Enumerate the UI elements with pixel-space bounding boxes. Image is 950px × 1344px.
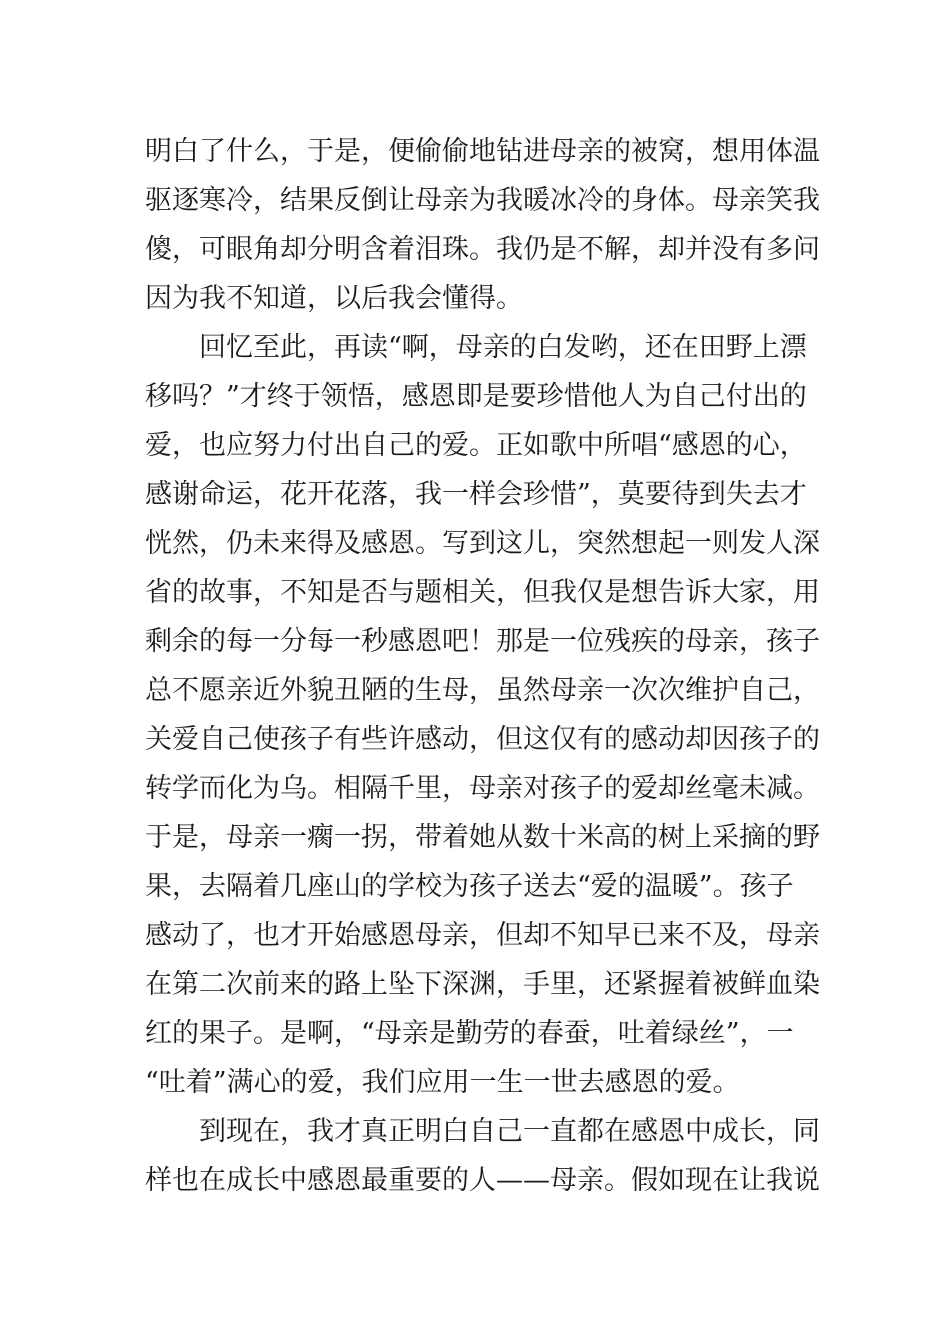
text-line: “吐着”满心的爱，我们应用一生一世去感恩的爱。 [145, 1067, 740, 1098]
text-line: 傻，可眼角却分明含着泪珠。我仍是不解，却并没有多问 [145, 234, 820, 265]
text-line: 到现在，我才真正明白自己一直都在感恩中成长，同 [145, 1116, 820, 1147]
text-line: 关爱自己使孩子有些许感动，但这仅有的感动却因孩子的 [145, 724, 820, 755]
text-line: 于是，母亲一瘸一拐，带着她从数十米高的树上采摘的野 [145, 822, 820, 853]
text-line: 样也在成长中感恩最重要的人——母亲。假如现在让我说 [145, 1165, 820, 1196]
text-line: 因为我不知道，以后我会懂得。 [145, 283, 523, 314]
text-line: 驱逐寒冷，结果反倒让母亲为我暖冰冷的身体。母亲笑我 [145, 185, 820, 216]
text-line: 果，去隔着几座山的学校为孩子送去“爱的温暖”。孩子 [145, 871, 794, 902]
text-line: 感谢命运，花开花落，我一样会珍惜”，莫要待到失去才 [145, 479, 807, 510]
text-line: 剩余的每一分每一秒感恩吧！那是一位残疾的母亲，孩子 [145, 626, 820, 657]
text-line: 总不愿亲近外貌丑陋的生母，虽然母亲一次次维护自己， [145, 675, 820, 706]
body-text [145, 127, 820, 1205]
text-line: 爱，也应努力付出自己的爱。正如歌中所唱“感恩的心， [145, 430, 807, 461]
text-line: 移吗？”才终于领悟，感恩即是要珍惜他人为自己付出的 [145, 381, 807, 412]
text-line: 转学而化为乌。相隔千里，母亲对孩子的爱却丝毫未减。 [145, 773, 820, 804]
text-line: 红的果子。是啊，“母亲是勤劳的春蚕，吐着绿丝”，一 [145, 1018, 794, 1049]
text-line: 恍然，仍未来得及感恩。写到这儿，突然想起一则发人深 [145, 528, 820, 559]
text-line: 明白了什么，于是，便偷偷地钻进母亲的被窝，想用体温 [145, 136, 820, 167]
text-line: 回忆至此，再读“啊，母亲的白发哟，还在田野上漂 [145, 332, 807, 363]
text-line: 在第二次前来的路上坠下深渊，手里，还紧握着被鲜血染 [145, 969, 820, 1000]
text-line: 感动了，也才开始感恩母亲，但却不知早已来不及，母亲 [145, 920, 820, 951]
text-line: 省的故事，不知是否与题相关，但我仅是想告诉大家，用 [145, 577, 820, 608]
